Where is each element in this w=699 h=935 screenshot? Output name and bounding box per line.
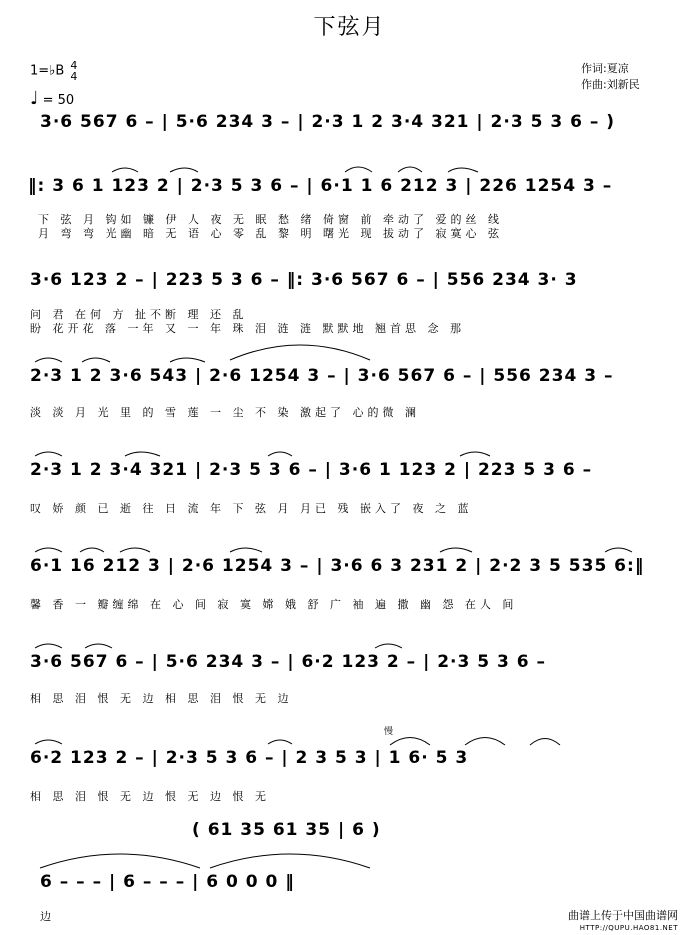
footer-line-1: 曲谱上传于中国曲谱网 — [568, 909, 678, 922]
footer-line-2: HTTP://QUPU.HAO81.NET — [579, 924, 678, 932]
system-8-lyrics: 相 思 泪 恨 无 边 恨 无 边 恨 无 — [30, 790, 270, 803]
lyricist-credit: 作词:夏凉 — [581, 62, 629, 75]
quarter-note-icon: ♩ — [30, 88, 39, 109]
system-3-notes: 3·6 123 2 – | 223 5 3 6 – ‖: 3·6 567 6 – | 556 234 3· 3 — [30, 270, 578, 290]
system-9-notes: 6 – – – | 6 – – – | 6 0 0 0 ‖ — [40, 872, 295, 892]
system-3-lyrics-2: 盼 花开花 落 一年 又 一 年 珠 泪 涟 涟 默默地 翘首思 念 那 — [30, 322, 465, 335]
interlude-notes: ( 61 35 61 35 | 6 ) — [192, 820, 381, 840]
system-4-lyrics: 淡 淡 月 光 里 的 雪 莲 一 尘 不 染 激起了 心的微 澜 — [30, 406, 420, 419]
site-footer — [568, 910, 678, 934]
system-2-lyrics-2: 月 弯 弯 光幽 暗 无 语 心 零 乱 黎 明 曙光 现 拔动了 寂寞心 弦 — [38, 227, 503, 240]
system-8-notes: 6·2 123 2 – | 2·3 5 3 6 – | 2 3 5 3 | 1 6· 5 3 — [30, 748, 469, 768]
key-name: B — [55, 63, 65, 79]
system-5-lyrics: 叹 娇 颜 已 逝 往 日 流 年 下 弦 月 月已 残 嵌入了 夜 之 蓝 — [30, 502, 473, 515]
system-6-notes: 6·1 16 212 3 | 2·6 1254 3 – | 3·6 6 3 231 2 | 2·2 3 5 535 6:‖ — [30, 556, 645, 576]
system-4-notes: 2·3 1 2 3·6 543 | 2·6 1254 3 – | 3·6 567 6 – | 556 234 3 – — [30, 366, 614, 386]
system-5-notes: 2·3 1 2 3·4 321 | 2·3 5 3 6 – | 3·6 1 123 2 | 223 5 3 6 – — [30, 460, 593, 480]
slow-marking: 慢 — [384, 727, 394, 737]
system-7-notes: 3·6 567 6 – | 5·6 234 3 – | 6·2 123 2 – | 2·3 5 3 6 – — [30, 652, 546, 672]
system-3-lyrics-1: 问 君 在何 方 扯不断 理 还 乱 — [30, 308, 248, 321]
time-top: 4 — [70, 59, 78, 72]
composer-credit: 作曲:刘新民 — [581, 78, 640, 91]
song-title: 下弦月 — [313, 15, 386, 40]
time-bottom: 4 — [70, 70, 78, 83]
system-6-lyrics: 馨 香 一 瓣缠绵 在 心 间 寂 寞 嫦 娥 舒 广 袖 遍 撒 幽 怨 在人 间 — [30, 598, 518, 611]
key-prefix: 1= — [30, 63, 50, 79]
system-7-lyrics: 相 思 泪 恨 无 边 相 思 泪 恨 无 边 — [30, 692, 293, 705]
system-1-notes: 3·6 567 6 – | 5·6 234 3 – | 2·3 1 2 3·4 321 | 2·3 5 3 6 – ) — [40, 112, 616, 132]
flat-sign: ♭ — [49, 63, 56, 79]
system-9-lyrics: 边 — [40, 910, 55, 923]
tempo-value: = 50 — [42, 93, 75, 108]
slur-arcs — [35, 167, 632, 868]
system-2-lyrics-1: 下 弦 月 钩如 镰 伊 人 夜 无 眠 愁 绪 倚窗 前 牵动了 爱的丝 线 — [38, 213, 503, 226]
system-2-notes: ‖: 3 6 1 123 2 | 2·3 5 3 6 – | 6·1 1 6 212 3 | 226 1254 3 – — [28, 176, 613, 196]
